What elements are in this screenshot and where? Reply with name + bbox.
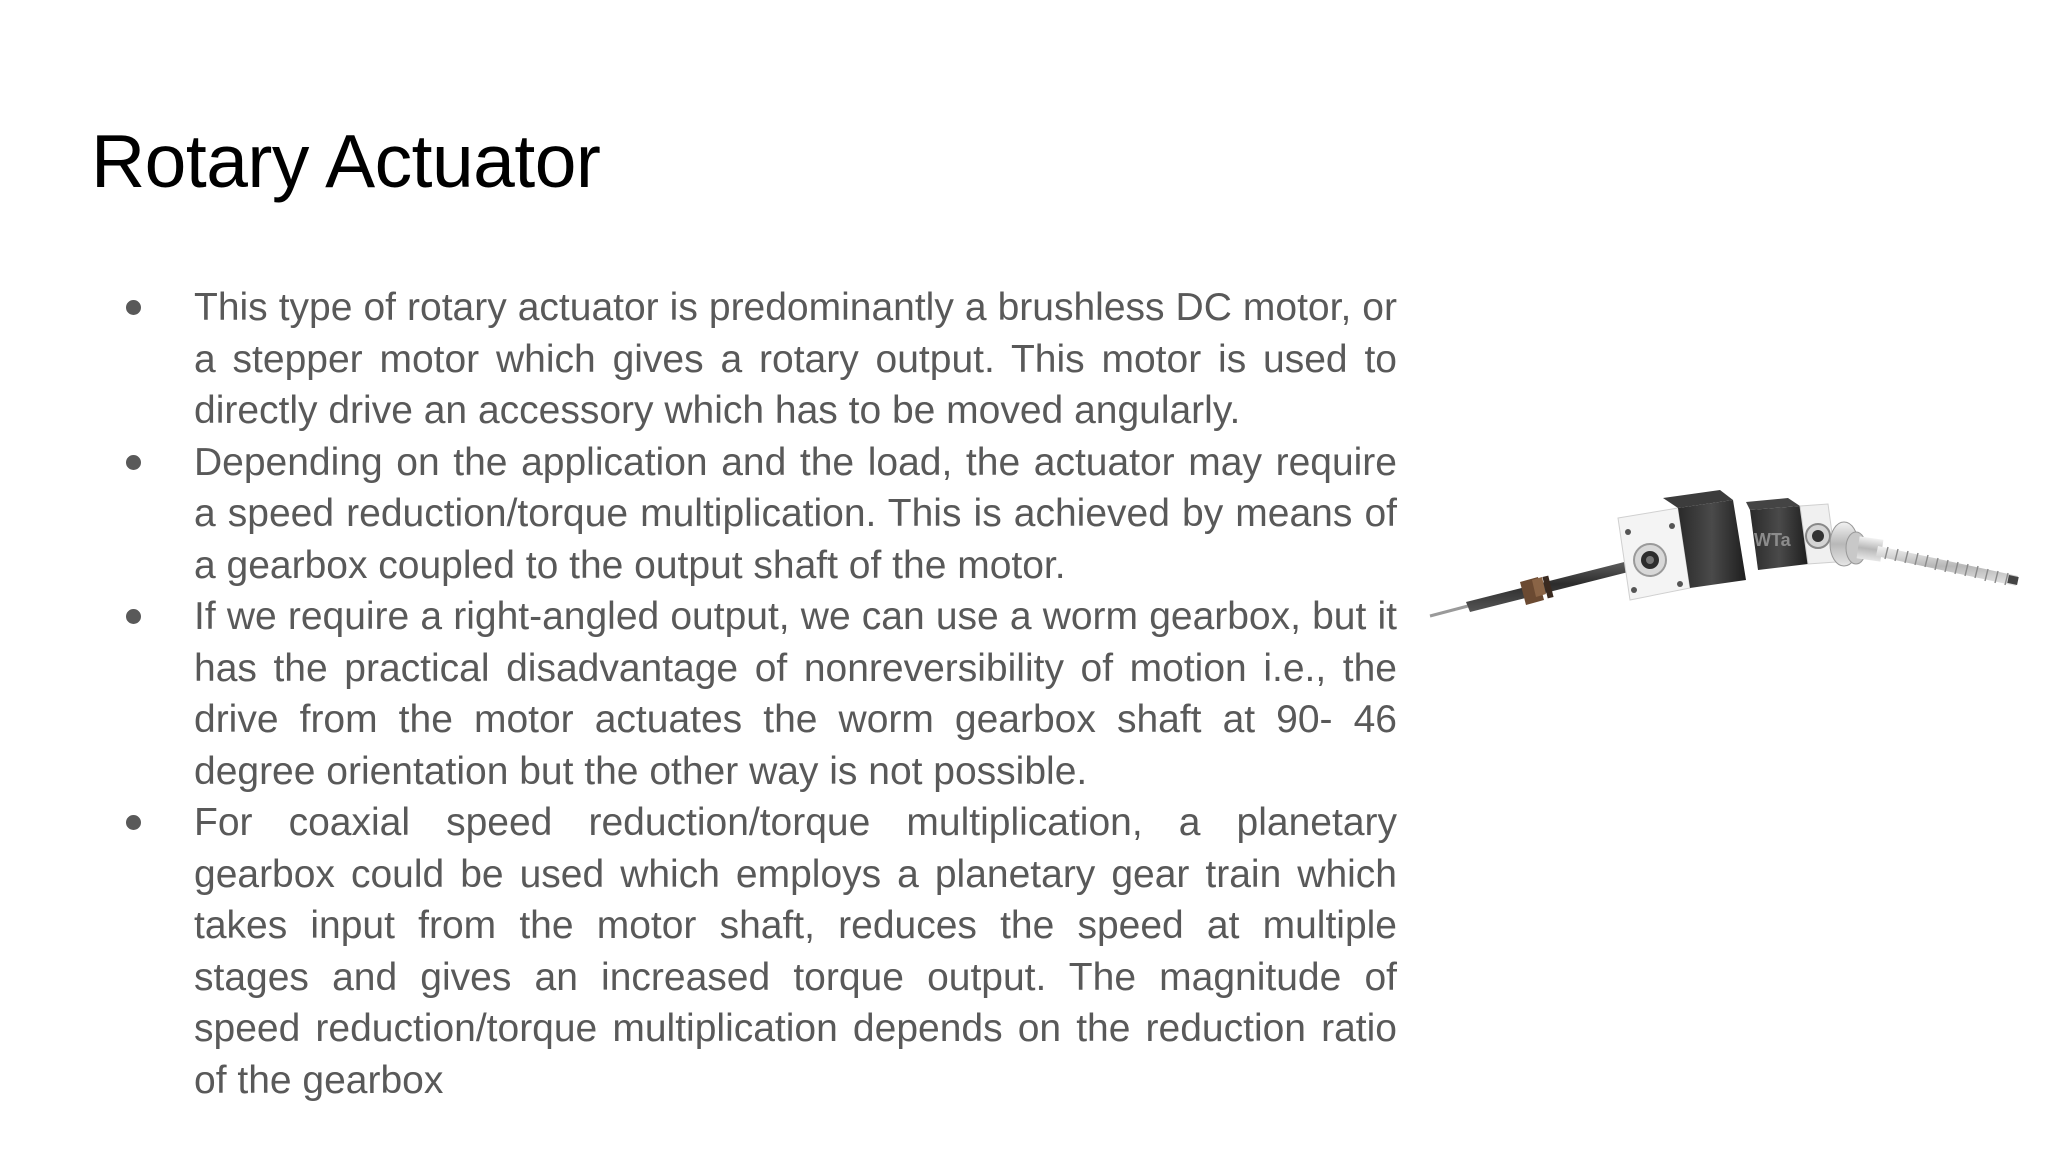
bullet-item (122, 437, 1397, 592)
slide-title: Rotary Actuator (91, 119, 601, 203)
lead-screw-motor-icon (1430, 490, 1746, 616)
bullet-dot-icon (126, 455, 141, 470)
ball-screw-motor-icon (1746, 498, 2019, 586)
bullet-item (122, 282, 1397, 437)
bullet-text: If we require a right-angled output, we can use a worm gearbox, but it has the practical disadvantage of nonreversibility of motion i.e., the drive from the motor actuates the worm gearbox shaft at 90- 46 degree orientation but the other way is not possible. (194, 595, 1397, 793)
bullet-item (122, 591, 1397, 797)
bullet-dot-icon (126, 609, 141, 624)
bullet-dot-icon (126, 300, 141, 315)
bullet-dot-icon (126, 815, 141, 830)
bullet-text: This type of rotary actuator is predominantly a brushless DC motor, or a stepper motor which gives a rotary output. This motor is used to directly drive an accessory which has to be moved angularly. (194, 286, 1397, 432)
motor-logo-text: WTa (1754, 530, 1791, 550)
bullet-item (122, 797, 1397, 1106)
bullet-list (122, 282, 1397, 1106)
actuator-image (1428, 490, 2020, 642)
bullet-text: For coaxial speed reduction/torque multiplication, a planetary gearbox could be used which employs a planetary gear train which takes input from the motor shaft, reduces the speed at multiple stages and gives an increased torque output. The magnitude of speed reduction/torque multiplication depends on the reduction ratio of the gearbox (194, 801, 1397, 1102)
bullet-text: Depending on the application and the load, the actuator may require a speed reduction/torque multiplication. This is achieved by means of a gearbox coupled to the output shaft of the motor. (194, 440, 1397, 587)
